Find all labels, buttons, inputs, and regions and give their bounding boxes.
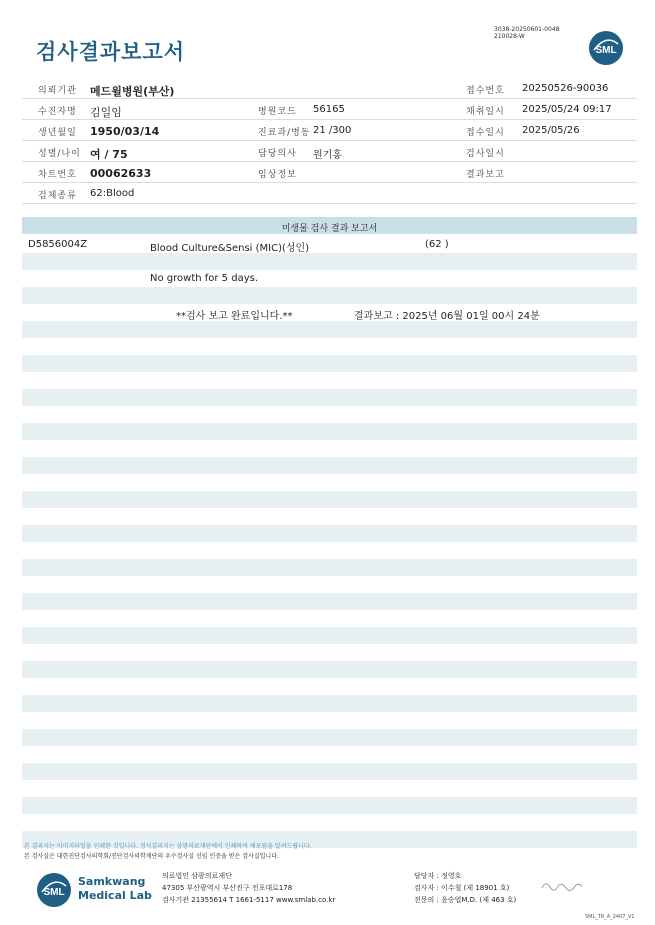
footer-note-1: 본 결과지는 이미지파일을 인쇄한 것입니다. 정식결과지는 삼광의료재단에서 인쇄하여 배포됨을 알려드립니다. <box>24 843 312 850</box>
exam-date-label: 검사일시 <box>466 149 505 159</box>
staff-line-3: 전문의 : 윤승엽M.D. (제 463 호) <box>414 896 517 904</box>
collection-date: 2025/05/24 09:17 <box>522 104 612 115</box>
stripe <box>22 593 637 610</box>
stripe <box>22 355 637 372</box>
result-completion: **검사 보고 완료입니다.** <box>176 311 293 322</box>
result-finding: No growth for 5 days. <box>150 273 259 284</box>
stripe <box>22 695 637 712</box>
result-report-time: 결과보고 : 2025년 06월 01일 00시 24분 <box>354 311 540 322</box>
form-code: SML_TR_A_2407_V1 <box>585 914 635 920</box>
info-row-4 <box>22 141 637 162</box>
staff-line-2: 검사자 : 이수철 (제 18901 호) <box>414 884 510 892</box>
requesting-org-label: 의뢰기관 <box>38 86 77 96</box>
document-id-line-2: 210028-W <box>494 33 525 40</box>
stripe <box>22 559 637 576</box>
stripe <box>22 491 637 508</box>
logo-text: SML <box>595 45 617 56</box>
stripe <box>22 321 637 338</box>
result-specimen-code: (62 ) <box>425 239 449 250</box>
result-test-name: Blood Culture&Sensi (MIC)(성인) <box>150 243 310 254</box>
document-id <box>494 26 559 40</box>
birth-label: 생년월일 <box>38 128 77 138</box>
dept-ward-label: 진료과/병동 <box>258 128 311 138</box>
receipt-date-label: 접수일시 <box>466 128 505 138</box>
org-info <box>162 870 335 906</box>
sml-footer-logo-icon <box>36 872 72 908</box>
result-code: D5856004Z <box>28 239 88 250</box>
patient-name-label: 수진자명 <box>38 107 77 117</box>
collection-date-label: 채취일시 <box>466 107 505 117</box>
org-line-3: 검사기관 21355614 T 1661-5117 www.smlab.co.kr <box>162 896 336 904</box>
stripe <box>22 661 637 678</box>
dept-ward: 21 /300 <box>313 125 352 136</box>
brand-line-1: Samkwang <box>78 875 146 888</box>
receipt-no: 20250526-90036 <box>522 83 609 94</box>
stripe <box>22 423 637 440</box>
stripe <box>22 797 637 814</box>
stripe <box>22 729 637 746</box>
doctor: 원기홍 <box>313 150 342 161</box>
sex-age-label: 성별/나이 <box>38 149 81 159</box>
stripe <box>22 253 637 270</box>
results-title: 미생물 검사 결과 보고서 <box>281 224 378 234</box>
stripe <box>22 627 637 644</box>
results-header-band <box>22 217 637 234</box>
chart-no: 00062633 <box>90 167 152 180</box>
stripe <box>22 287 637 304</box>
info-row-1 <box>22 78 637 99</box>
doctor-label: 담당의사 <box>258 149 297 159</box>
clinical-info-label: 임상정보 <box>258 170 297 180</box>
stripe <box>22 525 637 542</box>
result-report-label: 결과보고 <box>466 170 505 180</box>
org-line-2: 47305 부산광역시 부산진구 전포대로178 <box>162 884 293 892</box>
requesting-org: 메드윌병원(부산) <box>90 85 175 98</box>
birth: 1950/03/14 <box>90 125 160 138</box>
staff-line-1: 담당자 : 정영호 <box>414 872 462 880</box>
brand-line-2: Medical Lab <box>78 889 152 902</box>
stripe <box>22 763 637 780</box>
footer-note-2: 본 검사실은 대한진단검사의학회/진단검사의학재단의 우수검사실 신임 인증을 받은 검사실입니다. <box>24 853 279 860</box>
specimen: 62:Blood <box>90 188 135 199</box>
info-row-2 <box>22 99 637 120</box>
org-line-1: 의료법인 삼광의료재단 <box>162 872 232 880</box>
receipt-date: 2025/05/26 <box>522 125 580 136</box>
sex-age: 여 / 75 <box>90 148 128 161</box>
specimen-label: 검체종류 <box>38 191 77 201</box>
receipt-no-label: 접수번호 <box>466 86 505 96</box>
info-row-3 <box>22 120 637 141</box>
patient-name: 김일임 <box>90 106 122 119</box>
stripe <box>22 389 637 406</box>
staff-info <box>414 870 516 906</box>
page-title: 검사결과보고서 <box>36 40 186 64</box>
info-row-6 <box>22 183 637 204</box>
signature-icon <box>540 878 584 894</box>
stripe <box>22 457 637 474</box>
chart-no-label: 차트번호 <box>38 170 77 180</box>
document-id-line-1: 3038-20250601-0048 <box>494 26 560 33</box>
sml-logo <box>588 30 624 66</box>
hospital-code-label: 병원코드 <box>258 107 297 117</box>
hospital-code: 56165 <box>313 104 345 115</box>
footer-logo-text: SML <box>43 887 65 898</box>
patient-info-table <box>22 78 637 204</box>
info-row-5 <box>22 162 637 183</box>
